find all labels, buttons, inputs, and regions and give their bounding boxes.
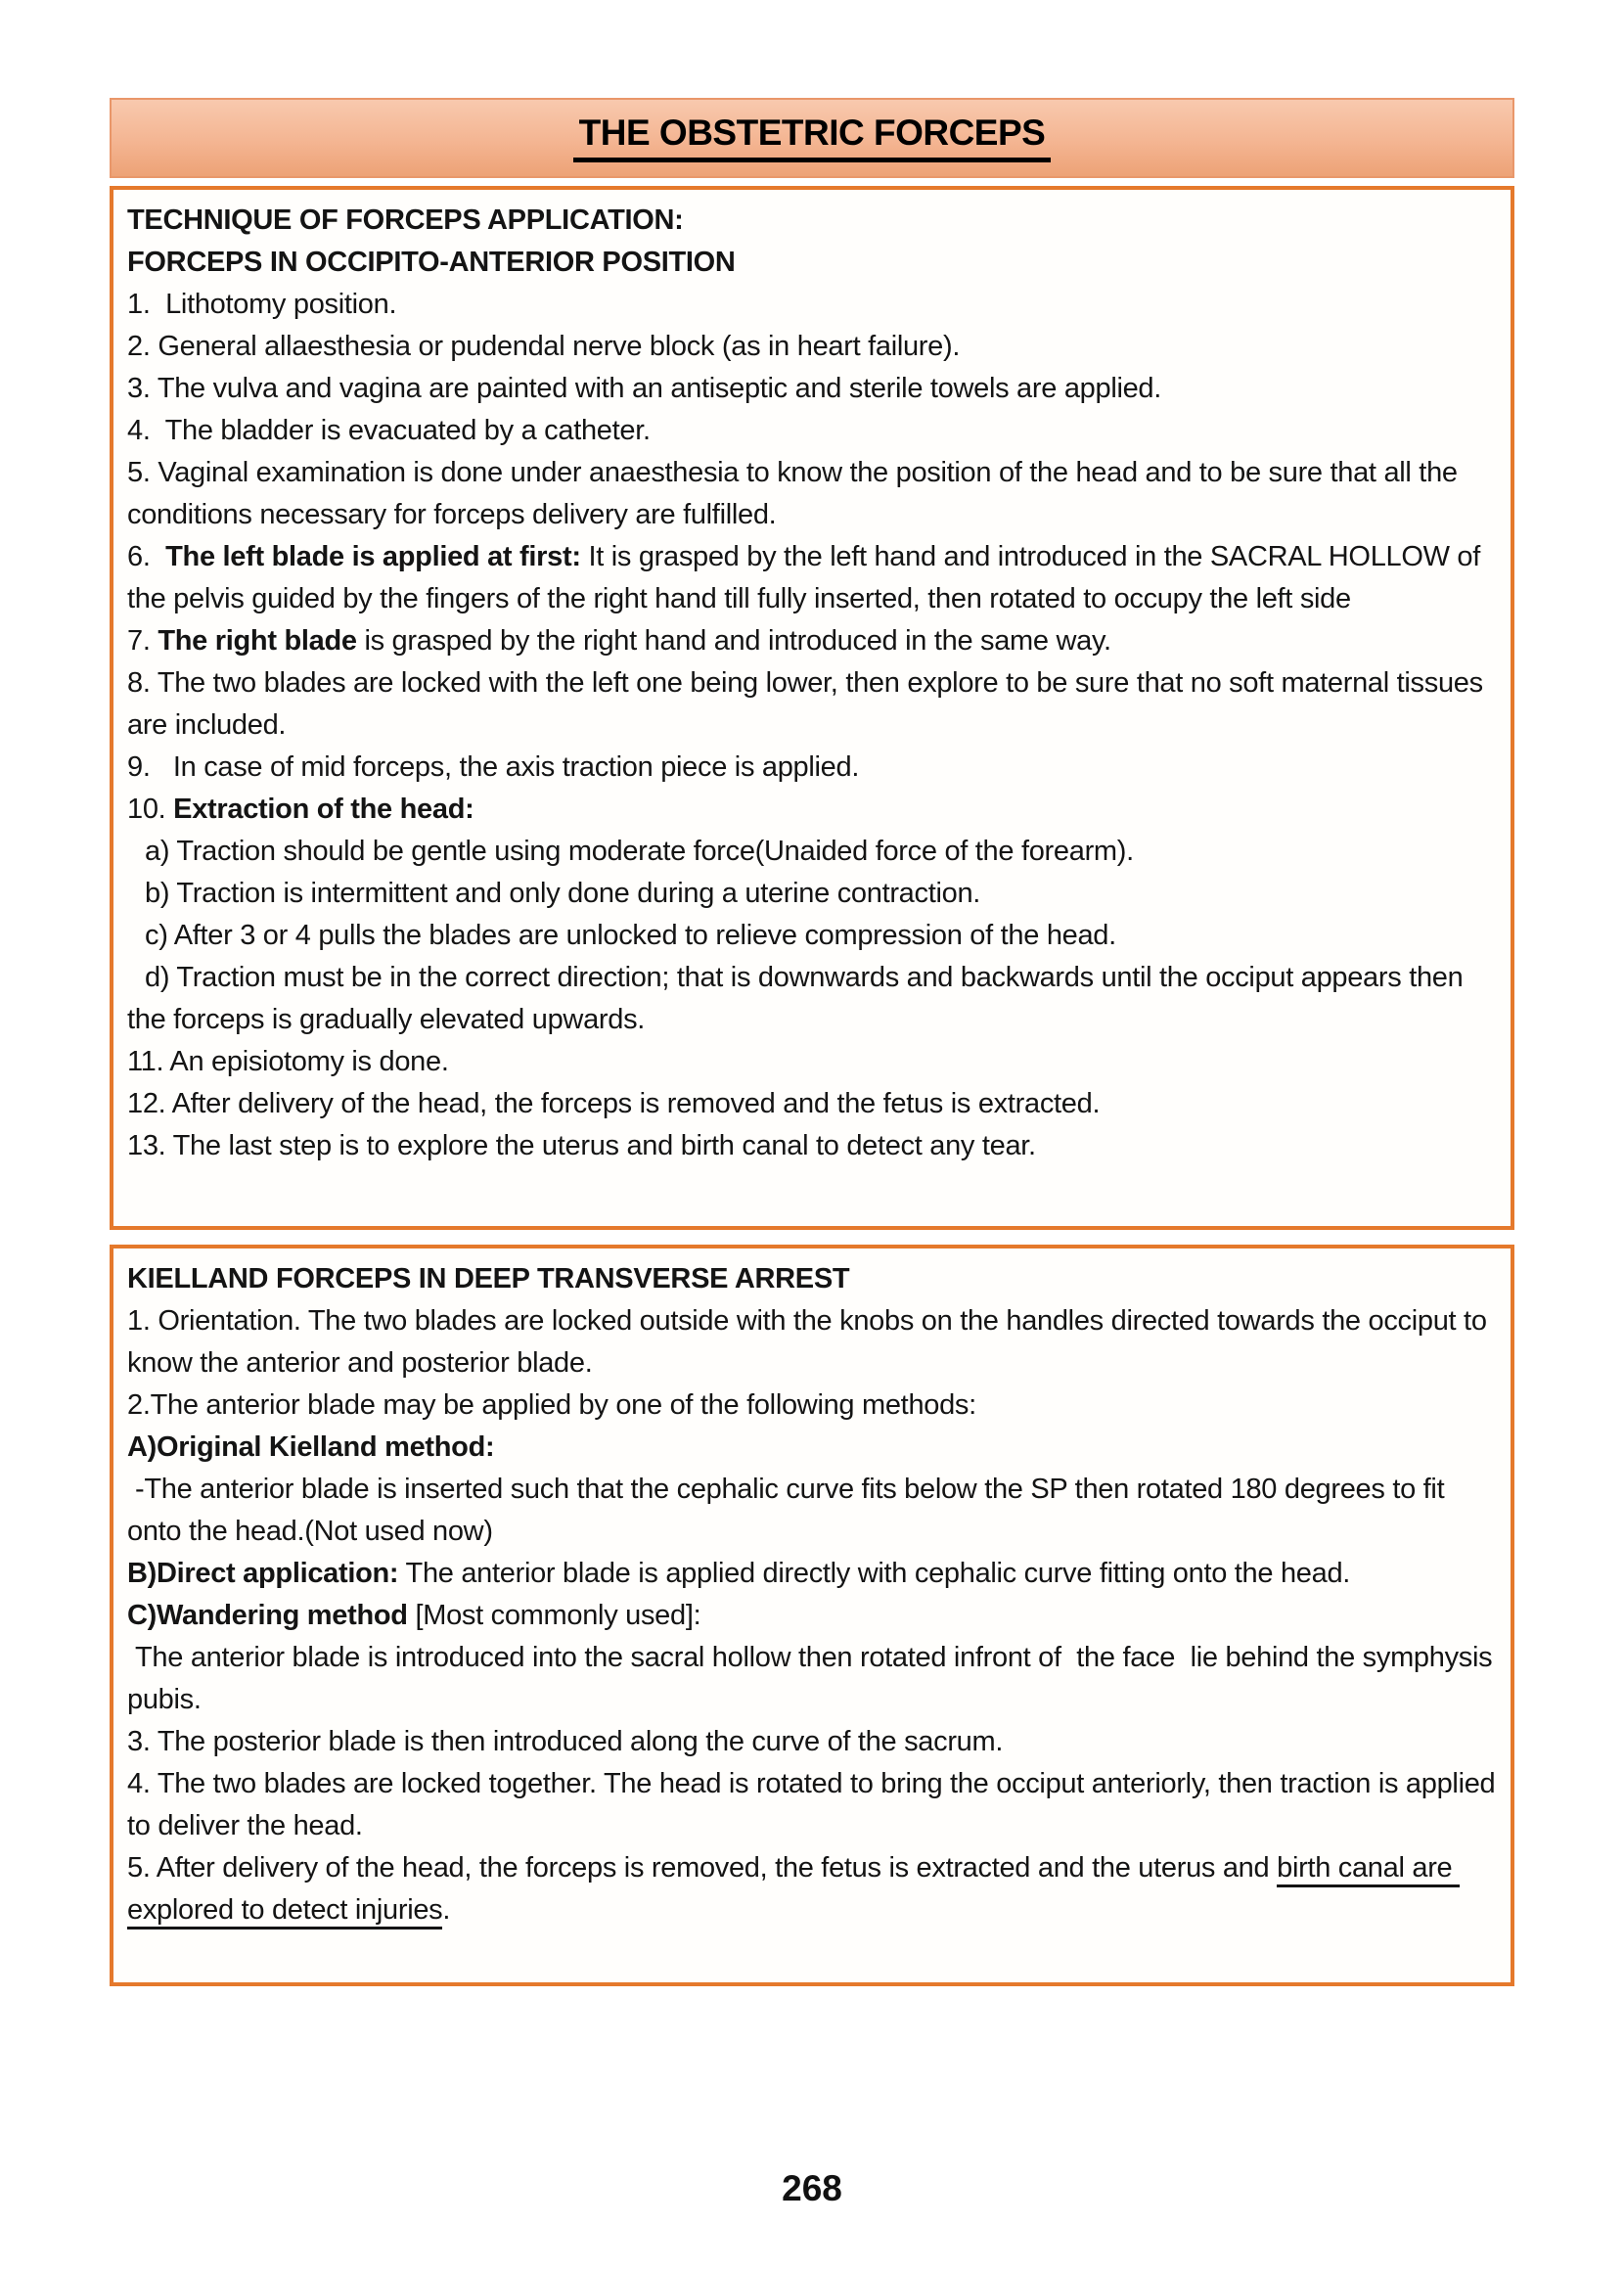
text-segment: 2. General allaesthesia or pudendal nerve block (as in heart failure). [127, 331, 961, 362]
text-segment: 8. The two blades are locked with the left one being lower, then explore to be sure that no soft maternal tissues are included. [127, 667, 1491, 741]
text-segment: [Most commonly used]: [407, 1600, 701, 1631]
paragraph [127, 200, 1497, 242]
text-segment: The left blade is applied at first: [165, 541, 581, 572]
paragraph [127, 1637, 1501, 1721]
text-segment: 5. After delivery of the head, the forceps is removed, the fetus is extracted and the uterus and [127, 1852, 1278, 1884]
paragraph [127, 873, 1497, 915]
text-segment: 5. Vaginal examination is done under anaesthesia to know the position of the head and to be sure that all the conditions necessary for forceps delivery are fulfilled. [127, 457, 1466, 530]
paragraph [127, 1595, 1497, 1637]
text-segment: -The anterior blade is inserted such that the cephalic curve fits below the SP then rotated 180 degrees to fit onto the head.(Not used now) [127, 1474, 1453, 1547]
text-segment: 11. An episiotomy is done. [127, 1046, 449, 1077]
paragraph [127, 1847, 1497, 1931]
paragraph [127, 620, 1497, 662]
paragraph [127, 1083, 1497, 1125]
text-segment: 12. After delivery of the head, the forceps is removed and the fetus is extracted. [127, 1088, 1101, 1119]
text-segment: 1. Orientation. The two blades are locked outside with the knobs on the handles directed towards the occiput to know the anterior and posterior blade. [127, 1305, 1495, 1379]
page-number: 268 [782, 2168, 842, 2208]
text-segment: FORCEPS IN OCCIPITO-ANTERIOR POSITION [127, 247, 736, 278]
text-segment: C)Wandering method [127, 1600, 408, 1631]
text-segment: The anterior blade is applied directly with cephalic curve fitting onto the head. [398, 1558, 1351, 1589]
text-segment: 4. The two blades are locked together. The head is rotated to bring the occiput anteriorly, then traction is applied to deliver the head. [127, 1768, 1504, 1841]
paragraph [127, 1553, 1497, 1595]
text-segment: 3. The vulva and vagina are painted with an antiseptic and sterile towels are applied. [127, 373, 1162, 404]
technique-of-forceps-box [110, 186, 1514, 1230]
paragraph [127, 1721, 1497, 1763]
paragraph [127, 915, 1497, 957]
text-segment: 3. The posterior blade is then introduced along the curve of the sacrum. [127, 1726, 1004, 1757]
text-segment: A)Original Kielland method: [127, 1431, 495, 1463]
paragraph [127, 1385, 1497, 1427]
paragraph [127, 1041, 1497, 1083]
text-segment: 13. The last step is to explore the uterus and birth canal to detect any tear. [127, 1130, 1036, 1161]
paragraph [127, 242, 1497, 284]
text-segment: The right blade [158, 625, 357, 657]
paragraph [127, 284, 1497, 326]
paragraph [127, 1469, 1497, 1553]
paragraph [127, 1125, 1497, 1167]
text-segment: 10. [127, 794, 174, 825]
text-segment: is grasped by the right hand and introduced in the same way. [356, 625, 1111, 657]
text-segment: The anterior blade is introduced into the sacral hollow then rotated infront of the face lie behind the symphysis pubis. [127, 1642, 1501, 1715]
paragraph [127, 662, 1497, 747]
text-segment: It is grasped by the left hand and introduced in the SACRAL HOLLOW of the pelvis guided by the fingers of the right hand till fully inserted, then rotated to occupy the left side [127, 541, 1488, 614]
text-segment: birth canal are explored to detect injuries [127, 1852, 1460, 1930]
text-segment: TECHNIQUE OF FORCEPS APPLICATION: [127, 204, 684, 236]
text-segment: a) Traction should be gentle using moderate force(Unaided force of the forearm). [145, 836, 1134, 867]
text-segment: 2.The anterior blade may be applied by one of the following methods: [127, 1389, 976, 1421]
paragraph [127, 452, 1497, 536]
text-segment: 1. Lithotomy position. [127, 289, 397, 320]
paragraph [127, 536, 1497, 620]
text-segment: 6. [127, 541, 166, 572]
paragraph [127, 831, 1497, 873]
text-segment: 7. [127, 625, 158, 657]
paragraph [127, 957, 1497, 1041]
text-segment: d) Traction must be in the correct direction; that is downwards and backwards until the occiput appears then the forceps is gradually elevated upwards. [127, 962, 1471, 1035]
paragraph [127, 410, 1497, 452]
paragraph [127, 1763, 1504, 1847]
text-segment: c) After 3 or 4 pulls the blades are unlocked to relieve compression of the head. [145, 920, 1116, 951]
paragraph [127, 1427, 1497, 1469]
text-segment: 9. In case of mid forceps, the axis traction piece is applied. [127, 751, 860, 783]
text-segment: b) Traction is intermittent and only done during a uterine contraction. [145, 878, 981, 909]
text-segment: . [442, 1894, 451, 1926]
text-segment: KIELLAND FORCEPS IN DEEP TRANSVERSE ARREST [127, 1263, 850, 1294]
page-title: THE OBSTETRIC FORCEPS [573, 114, 1052, 163]
paragraph [127, 1258, 1497, 1300]
text-segment: 4. The bladder is evacuated by a catheter. [127, 415, 651, 446]
title-banner [110, 98, 1514, 178]
paragraph [127, 747, 1497, 789]
text-segment: Extraction of the head: [173, 794, 474, 825]
paragraph [127, 326, 1497, 368]
kielland-forceps-box [110, 1245, 1514, 1986]
paragraph [127, 789, 1497, 831]
paragraph [127, 368, 1497, 410]
text-segment: B)Direct application: [127, 1558, 399, 1589]
paragraph [127, 1300, 1497, 1385]
